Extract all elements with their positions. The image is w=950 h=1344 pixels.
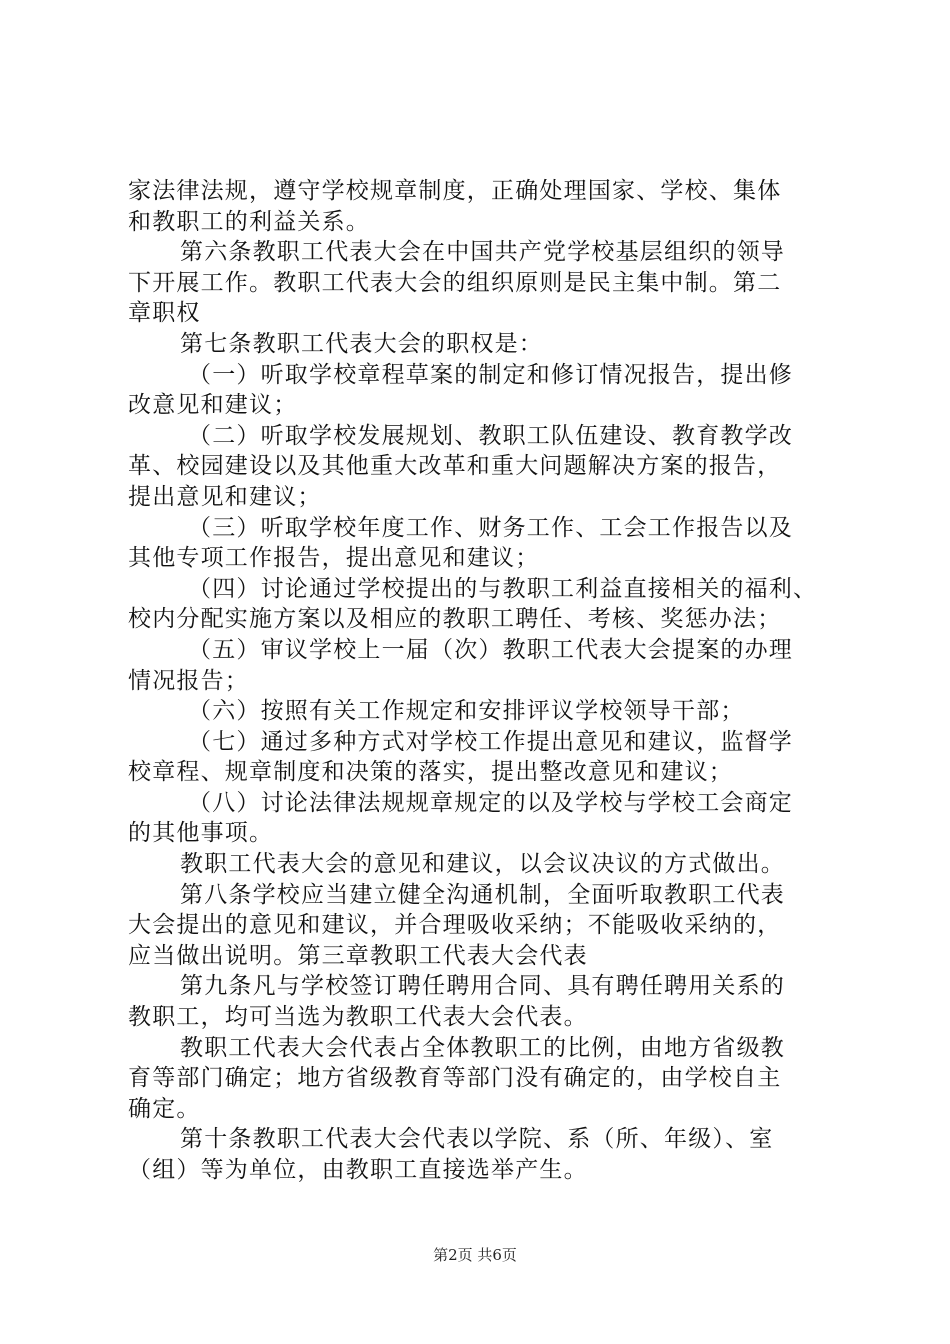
text-line: 下开展工作。教职工代表大会的组织原则是民主集中制。第二 — [128, 269, 782, 296]
text-line: （三）听取学校年度工作、财务工作、工会工作报告以及 — [188, 514, 793, 541]
text-line: 教职工代表大会的意见和建议，以会议决议的方式做出。 — [180, 851, 785, 878]
text-line: 其他专项工作报告，提出意见和建议； — [128, 545, 540, 572]
text-line: （六）按照有关工作规定和安排评议学校领导干部； — [188, 698, 745, 725]
page-footer: 第2页 共6页 — [433, 1246, 517, 1264]
text-line: （五）审议学校上一届（次）教职工代表大会提案的办理 — [188, 636, 793, 663]
document-body — [128, 176, 830, 1186]
text-line: 第十条教职工代表大会代表以学院、系（所、年级）、室 — [180, 1126, 774, 1153]
text-line: 改意见和建议； — [128, 392, 298, 419]
text-line: （七）通过多种方式对学校工作提出意见和建议，监督学 — [188, 728, 793, 755]
text-line: 教职工代表大会代表占全体教职工的比例，由地方省级教 — [180, 1034, 785, 1061]
text-line: 教职工，均可当选为教职工代表大会代表。 — [128, 1004, 588, 1031]
text-line: 第七条教职工代表大会的职权是： — [180, 330, 543, 357]
text-line: 确定。 — [128, 1095, 201, 1122]
text-line: （二）听取学校发展规划、教职工队伍建设、教育教学改 — [188, 422, 793, 449]
text-line: （组）等为单位，由教职工直接选举产生。 — [128, 1157, 588, 1183]
text-line: （四）讨论通过学校提出的与教职工利益直接相关的福利、 — [188, 575, 818, 602]
text-line: （八）讨论法律法规规章规定的以及学校与学校工会商定 — [188, 789, 793, 816]
text-line: 和教职工的利益关系。 — [128, 208, 370, 235]
text-line: （一）听取学校章程草案的制定和修订情况报告，提出修 — [188, 361, 793, 388]
text-line: 应当做出说明。第三章教职工代表大会代表 — [128, 942, 588, 969]
text-line: 章职权 — [128, 300, 201, 327]
text-line: 提出意见和建议； — [128, 483, 322, 510]
text-line: 家法律法规，遵守学校规章制度，正确处理国家、学校、集体 — [128, 178, 782, 204]
text-line: 第九条凡与学校签订聘任聘用合同、具有聘任聘用关系的 — [180, 973, 785, 1000]
text-line: 情况报告； — [128, 667, 249, 694]
text-line: 校内分配实施方案以及相应的教职工聘任、考核、奖惩办法； — [128, 606, 782, 633]
text-line: 第八条学校应当建立健全沟通机制，全面听取教职工代表 — [180, 881, 785, 908]
text-line: 大会提出的意见和建议，并合理吸收采纳；不能吸收采纳的， — [128, 912, 782, 939]
text-line: 育等部门确定；地方省级教育等部门没有确定的，由学校自主 — [128, 1065, 782, 1092]
text-line: 革、校园建设以及其他重大改革和重大问题解决方案的报告， — [128, 453, 782, 480]
text-line: 校章程、规章制度和决策的落实，提出整改意见和建议； — [128, 759, 733, 786]
text-line: 的其他事项。 — [128, 820, 274, 847]
text-line: 第六条教职工代表大会在中国共产党学校基层组织的领导 — [180, 239, 785, 266]
